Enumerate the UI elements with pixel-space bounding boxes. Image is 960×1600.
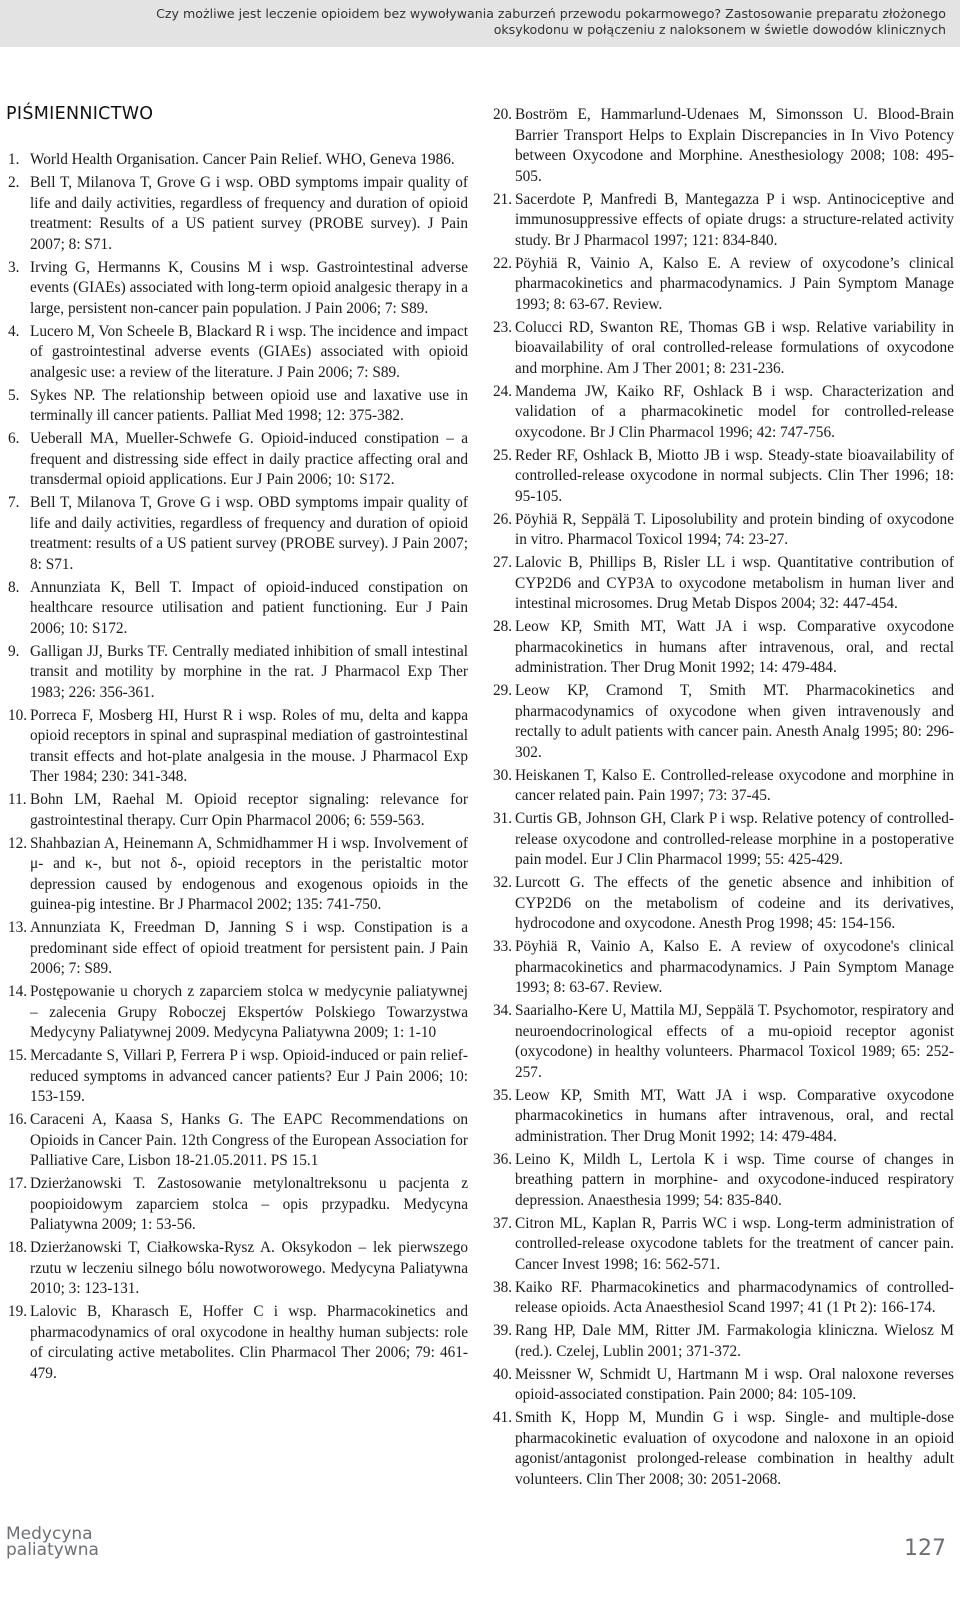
running-header-line-1: Czy możliwe jest leczenie opioidem bez wywoływania zaburzeń przewodu pokarmowego? Zastosowanie preparatu złożonego xyxy=(156,6,946,21)
reference-text: Porreca F, Mosberg HI, Hurst R i wsp. Roles of mu, delta and kappa opioid receptors in spinal and supraspinal mediation of gastrointestinal transit effects and hot-plate analgesia in the mouse. J Pharmacol Exp Ther 1984; 230: 341-348. xyxy=(30,706,468,785)
reference-number: 26. xyxy=(493,510,513,528)
reference-number: 33. xyxy=(493,938,513,955)
reference-number: 34. xyxy=(493,1002,513,1019)
reference-number: 27. xyxy=(493,554,513,571)
reference-text: Lucero M, Von Scheele B, Blackard R i wsp. The incidence and impact of gastrointestinal adverse events (GIAEs) associated with opioid analgesic use: a review of the literature. J Pain 2006; 7: S89. xyxy=(30,322,468,381)
reference-item xyxy=(6,834,468,916)
reference-item xyxy=(6,1110,468,1172)
running-header xyxy=(0,0,960,47)
reference-text: Kaiko RF. Pharmacokinetics and pharmacodynamics of controlled-release opioids. Acta Anaesthesiol Scand 1997; 41 (1 Pt 2): 166-174. xyxy=(515,1278,954,1316)
reference-text: Rang HP, Dale MM, Ritter JM. Farmakologia kliniczna. Wielosz M (red.). Czelej, Lublin 2001; 371-372. xyxy=(515,1322,954,1360)
reference-number: 22. xyxy=(493,254,513,272)
reference-item xyxy=(6,578,468,640)
reference-text: Shahbazian A, Heinemann A, Schmidhammer H i wsp. Involvement of μ- and κ-, but not δ-, opioid receptors in the peristaltic motor depression caused by endogenous and exogenous opioids in the guinea-pig intestine. Br J Pharmacol 2002; 135: 741-750. xyxy=(30,834,468,913)
reference-text: Galligan JJ, Burks TF. Centrally mediated inhibition of small intestinal transit and motility by morphine in the rat. J Pharmacol Exp Ther 1983; 226: 356-361. xyxy=(30,642,468,701)
reference-number: 14. xyxy=(8,983,28,1000)
reference-number: 13. xyxy=(8,919,28,936)
reference-number: 38. xyxy=(493,1278,513,1296)
reference-item xyxy=(491,318,954,380)
reference-number: 10. xyxy=(8,706,28,724)
reference-item xyxy=(491,553,954,615)
reference-text: Pöyhiä R, Vainio A, Kalso E. A review of oxycodone's clinical pharmacokinetics and pharmacodynamics. J Pain Symptom Manage 1993; 8: 63-67. Review. xyxy=(515,938,954,996)
reference-item xyxy=(6,150,468,171)
reference-text: Sykes NP. The relationship between opioid use and laxative use in terminally ill cancer patients. Palliat Med 1998; 12: 375-382. xyxy=(30,386,468,424)
reference-text: Reder RF, Oshlack B, Miotto JB i wsp. Steady-state bioavailability of controlled-release oxycodone in normal subjects. Clin Ther 1996; 18: 95-105. xyxy=(515,446,954,505)
journal-logo-line-1: Medycyna xyxy=(6,1524,93,1544)
reference-item xyxy=(491,190,954,252)
reference-text: Lalovic B, Phillips B, Risler LL i wsp. Quantitative contribution of CYP2D6 and CYP3A to oxycodone metabolism in human liver and intestinal microsomes. Drug Metab Dispos 2004; 32: 447-454. xyxy=(515,554,954,612)
reference-item xyxy=(491,766,954,807)
reference-item xyxy=(491,681,954,763)
reference-number: 30. xyxy=(493,766,513,784)
reference-item xyxy=(6,1174,468,1236)
reference-number: 20. xyxy=(493,106,513,123)
reference-item xyxy=(491,254,954,316)
reference-number: 16. xyxy=(8,1111,28,1128)
reference-number: 31. xyxy=(493,810,513,827)
reference-text: Mercadante S, Villari P, Ferrera P i wsp. Opioid-induced or pain relief-reduced symptoms in advanced cancer patients? Eur J Pain 2006; 10: 153-159. xyxy=(30,1047,468,1105)
section-title: PIŚMIENNICTWO xyxy=(6,104,154,124)
reference-number: 9. xyxy=(8,642,20,660)
reference-item xyxy=(491,510,954,551)
reference-text: Lalovic B, Kharasch E, Hoffer C i wsp. Pharmacokinetics and pharmacodynamics of oral oxycodone in healthy human subjects: role of circulating active metabolites. Clin Pharmacol Ther 2006; 79: 461-479. xyxy=(30,1303,468,1382)
journal-logo xyxy=(6,1526,99,1558)
reference-text: Bell T, Milanova T, Grove G i wsp. OBD symptoms impair quality of life and daily activities, regardless of frequency and duration of opioid treatment: results of a US patient survey (PROBE survey). J Pain 2007; 8: S71. xyxy=(30,494,468,573)
reference-item xyxy=(6,258,468,320)
reference-number: 37. xyxy=(493,1214,513,1232)
reference-text: Irving G, Hermanns K, Cousins M i wsp. Gastrointestinal adverse events (GIAEs) associated with long-term opioid analgesic therapy in a large, persistent non-cancer pain population. J Pain 2006; 7: S89. xyxy=(30,258,468,317)
reference-number: 4. xyxy=(8,322,20,340)
page-number: 127 xyxy=(904,1536,946,1561)
reference-item xyxy=(6,173,468,255)
reference-number: 25. xyxy=(493,446,513,464)
reference-number: 23. xyxy=(493,318,513,336)
reference-text: Saarialho-Kere U, Mattila MJ, Seppälä T. Psychomotor, respiratory and neuroendocrinological effects of a mu-opioid receptor agonist (oxycodone) in healthy volunteers. Pharmacol Toxicol 1989; 65: 252-257. xyxy=(515,1002,954,1081)
reference-item xyxy=(491,1365,954,1406)
reference-number: 17. xyxy=(8,1175,28,1192)
reference-text: Smith K, Hopp M, Mundin G i wsp. Single- and multiple-dose pharmacokinetic evaluation of oxycodone and naloxone in an opioid agonist/antagonist prolonged-release combination in healthy adult volunteers. Clin Ther 2008; 30: 2051-2068. xyxy=(515,1409,954,1488)
reference-number: 40. xyxy=(493,1365,513,1383)
reference-text: Postępowanie u chorych z zaparciem stolca w medycynie paliatywnej – zalecenia Grupy Roboczej Ekspertów Polskiego Towarzystwa Medycyny Paliatywnej 2009. Medycyna Paliatywna 2009; 1: 1-10 xyxy=(30,983,468,1041)
reference-item xyxy=(491,1321,954,1362)
reference-number: 5. xyxy=(8,386,20,404)
reference-number: 41. xyxy=(493,1409,513,1426)
reference-item xyxy=(6,386,468,427)
reference-number: 8. xyxy=(8,578,20,596)
reference-text: Citron ML, Kaplan R, Parris WC i wsp. Long-term administration of controlled-release oxycodone tablets for the treatment of cancer pain. Cancer Invest 1998; 16: 562-571. xyxy=(515,1214,954,1273)
reference-item xyxy=(6,1046,468,1108)
reference-text: Leino K, Mildh L, Lertola K i wsp. Time course of changes in breathing pattern in morphine- and oxycodone-induced respiratory depression. Anaesthesia 1999; 54: 835-840. xyxy=(515,1150,954,1209)
reference-number: 39. xyxy=(493,1322,513,1339)
reference-text: Annunziata K, Freedman D, Janning S i wsp. Constipation is a predominant side effect of opioid treatment for persistent pain. J Pain 2006; 7: S89. xyxy=(30,919,468,977)
reference-item xyxy=(491,382,954,444)
reference-item xyxy=(6,918,468,980)
reference-item xyxy=(6,982,468,1044)
reference-text: Lurcott G. The effects of the genetic absence and inhibition of CYP2D6 on the metabolism of codeine and its derivatives, hydrocodone and oxycodone. Anesth Prog 1998; 45: 154-156. xyxy=(515,874,954,932)
reference-item xyxy=(491,1001,954,1083)
reference-item xyxy=(491,105,954,187)
reference-text: World Health Organisation. Cancer Pain Relief. WHO, Geneva 1986. xyxy=(30,151,455,168)
reference-number: 28. xyxy=(493,618,513,635)
reference-text: Meissner W, Schmidt U, Hartmann M i wsp. Oral naloxone reverses opioid-associated constipation. Pain 2000; 84: 105-109. xyxy=(515,1365,954,1403)
reference-item xyxy=(491,873,954,935)
reference-text: Heiskanen T, Kalso E. Controlled-release oxycodone and morphine in cancer related pain. Pain 1997; 73: 37-45. xyxy=(515,766,954,804)
reference-text: Mandema JW, Kaiko RF, Oshlack B i wsp. Characterization and validation of a pharmacokinetic model for controlled-release oxycodone. Br J Clin Pharmacol 1996; 42: 747-756. xyxy=(515,382,954,441)
reference-number: 11. xyxy=(8,791,27,808)
reference-item xyxy=(491,1214,954,1276)
reference-number: 3. xyxy=(8,258,20,276)
reference-number: 1. xyxy=(8,151,20,168)
reference-number: 21. xyxy=(493,190,513,208)
reference-item xyxy=(491,617,954,679)
reference-text: Pöyhiä R, Seppälä T. Liposolubility and protein binding of oxycodone in vitro. Pharmacol Toxicol 1994; 74: 23-27. xyxy=(515,510,954,548)
reference-item xyxy=(6,706,468,788)
reference-number: 32. xyxy=(493,874,513,891)
reference-number: 7. xyxy=(8,494,20,511)
journal-logo-line-2: paliatywna xyxy=(6,1540,99,1560)
reference-item xyxy=(6,493,468,575)
reference-number: 12. xyxy=(8,834,28,852)
reference-text: Sacerdote P, Manfredi B, Mantegazza P i wsp. Antinociceptive and immunosuppressive effects of opiate drugs: a structure-related activity study. Br J Pharmacol 1997; 121: 834-840. xyxy=(515,190,954,249)
reference-text: Dzierżanowski T. Zastosowanie metylonaltreksonu u pacjenta z poopioidowym zaparciem stolca – opis przypadku. Medycyna Paliatywna 2009; 1: 53-56. xyxy=(30,1175,468,1233)
reference-text: Bohn LM, Raehal M. Opioid receptor signaling: relevance for gastrointestinal therapy. Curr Opin Pharmacol 2006; 6: 559-563. xyxy=(30,791,468,829)
reference-item xyxy=(6,322,468,384)
reference-text: Colucci RD, Swanton RE, Thomas GB i wsp. Relative variability in bioavailability of oral controlled-release formulations of oxycodone and morphine. Am J Ther 2001; 8: 231-236. xyxy=(515,318,954,377)
reference-item xyxy=(6,790,468,831)
reference-item xyxy=(6,1238,468,1300)
reference-number: 24. xyxy=(493,382,513,400)
reference-number: 18. xyxy=(8,1239,28,1256)
reference-text: Dzierżanowski T, Ciałkowska-Rysz A. Oksykodon – lek pierwszego rzutu w leczeniu silnego bólu nowotworowego. Medycyna Paliatywna 2010; 3: 123-131. xyxy=(30,1239,468,1297)
reference-number: 19. xyxy=(8,1303,28,1320)
reference-number: 35. xyxy=(493,1086,513,1104)
reference-text: Pöyhiä R, Vainio A, Kalso E. A review of oxycodone’s clinical pharmacokinetics and pharmacodynamics. J Pain Symptom Manage 1993; 8: 63-67. Review. xyxy=(515,254,954,313)
reference-text: Leow KP, Smith MT, Watt JA i wsp. Comparative oxycodone pharmacokinetics in humans after intravenous, oral, and rectal administration. Ther Drug Monit 1992; 14: 479-484. xyxy=(515,618,954,676)
reference-text: Leow KP, Cramond T, Smith MT. Pharmacokinetics and pharmacodynamics of oxycodone when given intravenously and rectally to adult patients with cancer pain. Anesth Analg 1995; 80: 296-302. xyxy=(515,682,954,761)
reference-text: Leow KP, Smith MT, Watt JA i wsp. Comparative oxycodone pharmacokinetics in humans after intravenous, oral, and rectal administration. Ther Drug Monit 1992; 14: 479-484. xyxy=(515,1086,954,1145)
reference-item xyxy=(6,1302,468,1384)
reference-text: Curtis GB, Johnson GH, Clark P i wsp. Relative potency of controlled-release oxycodone and controlled-release morphine in a postoperative pain model. Eur J Clin Pharmacol 1999; 55: 425-429. xyxy=(515,810,954,868)
reference-text: Ueberall MA, Mueller-Schwefe G. Opioid-induced constipation – a frequent and distressing side effect in daily practice affecting oral and transdermal opioid applications. Eur J Pain 2006; 10: S172. xyxy=(30,430,468,488)
running-header-line-2: oksykodonu w połączeniu z naloksonem w świetle dowodów klinicznych xyxy=(493,22,946,37)
reference-text: Caraceni A, Kaasa S, Hanks G. The EAPC Recommendations on Opioids in Cancer Pain. 12th Congress of the European Association for Palliative Care, Lisbon 18-21.05.2011. PS 15.1 xyxy=(30,1111,468,1169)
reference-item xyxy=(491,1408,954,1490)
reference-number: 2. xyxy=(8,174,20,191)
reference-item xyxy=(491,446,954,508)
reference-item xyxy=(491,937,954,999)
reference-text: Bell T, Milanova T, Grove G i wsp. OBD symptoms impair quality of life and daily activities, regardless of frequency and duration of opioid treatment: Results of a US patient survey (PROBE survey). J Pain 2007; 8: S71. xyxy=(30,174,468,253)
reference-item xyxy=(491,809,954,871)
reference-number: 6. xyxy=(8,430,20,447)
references-left-column xyxy=(6,150,468,1387)
reference-item xyxy=(491,1086,954,1148)
reference-item xyxy=(491,1150,954,1212)
reference-text: Annunziata K, Bell T. Impact of opioid-induced constipation on healthcare resource utilisation and patient functioning. Eur J Pain 2006; 10: S172. xyxy=(30,578,468,637)
reference-item xyxy=(491,1278,954,1319)
reference-item xyxy=(6,642,468,704)
reference-number: 36. xyxy=(493,1150,513,1168)
reference-number: 29. xyxy=(493,682,513,699)
reference-number: 15. xyxy=(8,1047,28,1064)
reference-text: Boström E, Hammarlund-Udenaes M, Simonsson U. Blood-Brain Barrier Transport Helps to Explain Discrepancies in In Vivo Potency between Oxycodone and Morphine. Anesthesiology 2008; 108: 495-505. xyxy=(515,106,954,185)
references-right-column xyxy=(491,105,954,1493)
reference-item xyxy=(6,429,468,491)
